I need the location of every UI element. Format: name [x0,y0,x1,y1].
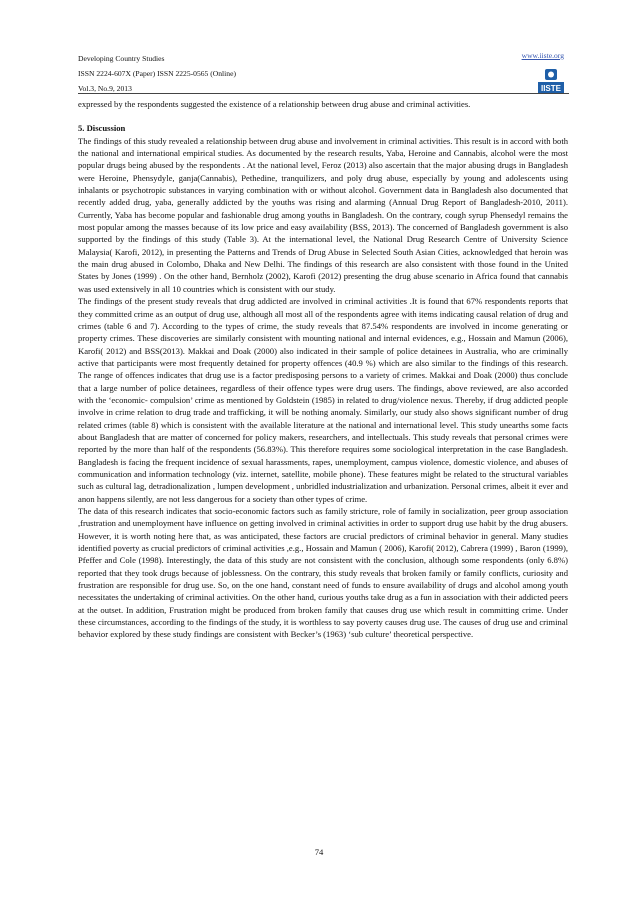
discussion-paragraph-3: The data of this research indicates that socio-economic factors such as family stricture, role of family in socialization, peer group association ,frustration and unemployment have influence on getting involved in criminal activities in order to support drug use habit by the drug abusers. However, it is worth noting here that, as was anticipated, these factors are crucial predictors of criminal behavior in general. Many studies identified poverty as crucial predictors of criminal activities ,e.g., Hossain and Mamun ( 2006), Karofi( 2012), Cabrera (1999) , Baron (1999), Pfeffer and Cole (1998). Interestingly, the data of this study are not consistent with the conclusion, although some respondents (only 6.8%) reported that they took drugs because of joblessness. On the contrary, this study reveals that broken family or family conflicts, curiosity and frustration are responsible for drug use. So, on the one hand, constant need of funds to ensure availability of drugs and alcohol among youth necessitates the undertaking of criminal activities. On the other hand, curious youths take drug as a fun in association with their addicted peers at the outset. In addition, Frustration might be produced from broken family that causes drug use which result in committing crime. Under these circumstances, according to the findings of the study, it is worthless to say poverty causes drug use. The causes of drug use and criminal behavior explored by these study findings are consistent with Becker’s (1963) ‘sub culture’ theoretical perspective. [78,506,568,640]
iiste-logo [536,68,566,96]
discussion-paragraph-1: The findings of this study revealed a relationship between drug abuse and involvement in criminal activities. This result is in accord with both the national and international empirical studies. As documented by the research results, Yaba, Heroine and Cannabis, alcohol were the most popular drugs being abused by the respondents . At the national level, Feroz (2013) also ascertain that the major abusing drugs in Bangladesh were Heroine, Phensydyle, ganja(Cannabis), Pethedine, tranquilizers, and poly drug abuse, especially by young and adolescents using inhalants or psychotropic substances in varying combination with or without alcohol. Government data in Bangladesh also documented that recently added drug, yaba, generally addicted by the youths was rising and alarming (Annual Drug Report of Bangladesh-2010, 2011). Currently, Yaba has become popular and fashionable drug among youths in Bangladesh. On the contrary, cough syrup Phensedyl remains the most popular among the masses because of its low price and easy availability (BSS, 2013). The concerned of Bangladesh government is also supported by the findings of this study (Table 3). At the international level, the National Drug Research Centre of University Science Malaysia( Karofi, 2012), in presenting the Patterns and Trends of Drug Abuse in Selected South Asian Cities, acknowledged that heroin was the main drug abused in Colombo, Dhaka and New Delhi. The findings of this research are also consistent with those found in the United States by Jones (1999) . On the other hand, Bernholz (2002), Karofi (2012) presenting the drug abuse scenario in Africa found that cannabis was used extensively in all 10 countries which is consistent with our study. [78,135,568,294]
intro-paragraph: expressed by the respondents suggested the existence of a relationship between drug abuse and criminal activities. [78,99,471,109]
section-heading: 5. Discussion [78,123,126,134]
journal-issn: ISSN 2224-607X (Paper) ISSN 2225-0565 (Online) [78,69,236,78]
discussion-paragraph-2: The findings of the present study reveals that drug addicted are involved in criminal activities .It is found that 67% respondents reports that they committed crime as an output of drug use, although all most all of the respondents agree with items indicating causal relation of drug and crimes (table 6 and 7). According to the types of crime, the study reveals that 87.54% respondents are involved in income generating or property crimes. These discoveries are similarly consistent with mounting national and internal evidences, e.g., Hossain and Mamun (2006), Karofi( 2012) and BSS(2013). Makkai and Doak (2000) also indicated in their sample of police detainees in Australia, who are criminally active that participants were most frequently detained for property offences (40.9 %) which are also similar to the findings of this research. The range of offences indicates that drug use is a factor predisposing persons to a variety of crimes. Makkai and Doak (2000) thus conclude that a large number of police detainees, regardless of their offence types were drug users. The findings, above reviewed, are also accorded with the ‘economic- compulsion’ crime as mentioned by Goldstein (1985) in related to drug/violence nexus. Thereby, if drug addicted people involve in crime relation to drug trade and trafficking, it will be nothing anomaly. Similarly, our study also shows significant number of drug related crimes (table 8) which is consistent with the available literature at the national and international level. This study unearths some facts about Bangladesh that are matter of concerned for policy makers, researchers, and intellectuals. This study reveals that personal crimes were reported by the more than half of the respondents (56.83%). This therefore requires some sociological interpretation in the case Bangladesh. Bangladesh is facing the frequent incidence of sexual harassments, rapes, unemployment, campus violence, domestic violence, and abuses of communication and information technology (viz. internet, satellite, mobile phone). These features might be related to the structural variables such as cultural lag, detradionalization , lumpen development , unbridled industrialization and urbanization. Personal crimes, albeit it ever and anon happens silently, are not less dangerous for a society than other types of crime. [78,296,568,504]
journal-website-link[interactable]: www.iiste.org [521,51,564,60]
logo-text: IISTE [540,84,562,93]
journal-header [78,51,570,96]
header-rule [78,93,569,94]
journal-volume: Vol.3, No.9, 2013 [78,84,132,93]
article-body [78,98,568,641]
journal-name: Developing Country Studies [78,54,165,63]
page-number: 74 [314,847,324,857]
